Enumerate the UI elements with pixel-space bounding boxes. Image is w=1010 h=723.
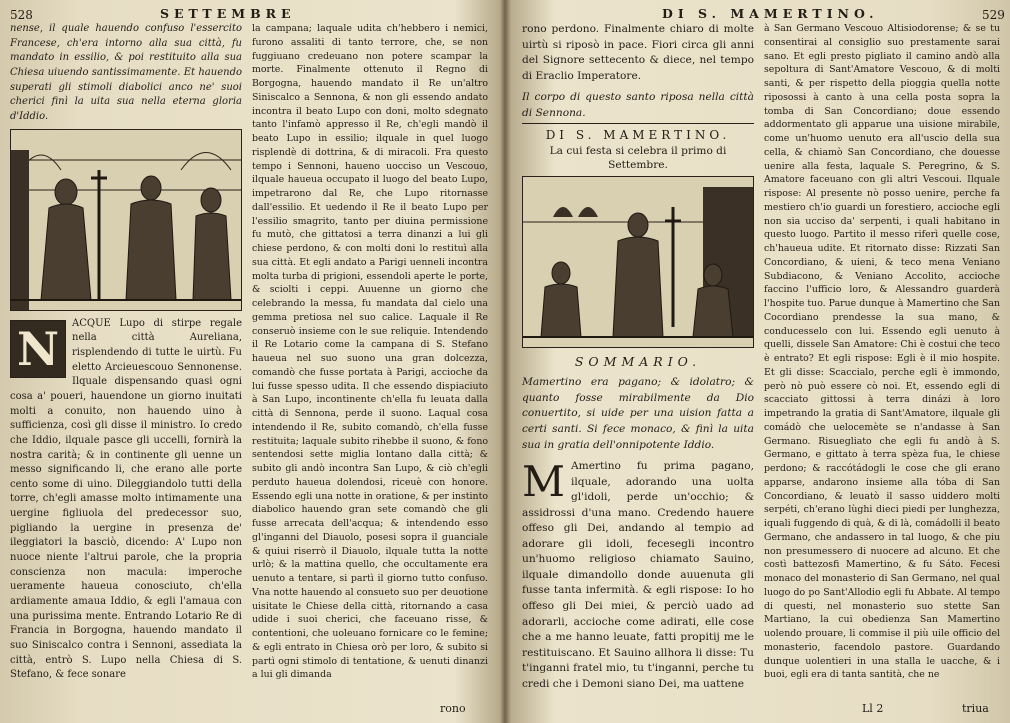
vita-text: Amertino fu prima pagano, ilquale, adorando una uolta gl'idoli, perde un'occhio; & assidrossi d'una mano. Credendo hauere offeso gli Dei, andando al tempio ad adorare gli idoli, fecesegli incontro un'huomo religioso chiamato Sauino, ilquale dimandollo donde auuenuta gli fusse tanta infermità. & egli rispose: Io ho offeso gli Dei miei, & perciò uado ad adorarli, accioche come adirati, elle cose che a me hanno leuate, fatti propitij me le restituiscano. Et Sauino allhora li disse: Tu t'inganni fratel mio, tu t'inganni, perche tu credi che i Demoni siano Dei, ma uattene xyxy=(522,460,754,690)
left-column-2 xyxy=(252,22,488,682)
catchword: rono xyxy=(440,702,466,715)
vita-text: ACQUE Lupo di stirpe regale nella città Aureliana, risplendendo di tutte le uirtù. Fu eletto Arcieuescouo Sennonense. Ilquale dispensando quasi ogni cosa a' poueri, hauendone un giorno inuitati molti a conuito, non hauendo uino à sufficienza, così gli disse il ministro. Io credo che Iddio, ilquale pasce gli uccelli, fornirà la nostra carità; & in continente gli uenne un messo significando li, che erano alle porte cento some di uino. Dileggiandolo tutti della torre, ch'egli amasse molto intimamente una uergine figliuola del predecessor suo, pigliando la uergine in presenza de' ileggiatori la basciò, dicendo: A' Lupo non nuoce niente l'altrui parole, che la propria conscienza non macula: imperoche ueramente haueua conosciuto, ch'ella ardiamente amaua Iddio, & egli l'amaua con una purissima mente. Entrando Lotario Re di Francia in Borgogna, hauendo mandato il suo Siniscalco contra i Sennoni, assediata la città, entrò S. Lupo nella Chiesa di S. Stefano, & fece sonare xyxy=(10,317,242,681)
page-number: 528 xyxy=(10,8,33,22)
divider xyxy=(522,123,754,124)
woodcut-illustration xyxy=(10,129,242,311)
woodcut-mamertino-icon xyxy=(523,177,753,347)
right-page xyxy=(512,0,1010,723)
summary-text: Mamertino era pagano; & idolatro; & quanto fosse mirabilmente da Dio conuertito, si uide per una uision fatta a certi santi. Si fece monaco, & finì la uita sua in gratia dell'onnipotente Iddio. xyxy=(522,376,754,451)
running-head: DI S. MAMERTINO. xyxy=(662,6,879,21)
right-column-2 xyxy=(764,22,1000,682)
page-number: 529 xyxy=(982,8,1005,22)
vita-continued: à San Germano Vescouo Altisiodorense; & se tu consentirai al consiglio suo prestamente sarai sano. Et egli presto pigliato il camino andò alla sepoltura di Sant'Amatore Vescouo, & di molti santi, & per rispetto della pioggia quella notte riposossi à canto à una cella posta sopra la tomba di San Concordiano; doue essendo addormentato gli apparue una uisione mirabile, come un'huomo uenuto era all'uscio della sua cella, & chiamò San Concordiano, che douesse uenire alla festa, laquale S. Peregrino, & S. Amatore faceuano con gli altri Vescoui. Ilquale rispose: Al presente nò posso uenire, perche fa mestiero ch'io guardi un forestiero, accioche egli non sia ucciso da' serpenti, i quali habitano in questo luogo. Partito il messo riferì quelle cose, ch'haueua udite. Et ritornato disse: Rizzati San Concordiano, & uieni, & teco mena Veniano Subdiacono, & Veniano Accolito, accioche faccino l'ufficio loro, & Alessandro guarderà l'hospite tuo. Parue dunque à Mamertino che San Cocordiano prendesse la sua mano, & conducesselo con lui. Essendo egli uenuto à quelli, dissele San Amatore: Chi è costui che teco è entrato? Et egli rispose: Egli è il mio hospite. Et gli disse: Scaccialo, perche egli è immondo, però nò può essere cò noi. Et, essendo egli di scacciato gittossi à terra dinázi à loro impetrando la gratia di Sant'Amatore, ilquale gli comádò che uelocemète se n'andasse à San Germano. Risuegliato che egli fu andò à S. Germano, e gittato à terra spèza fua, le chiese perdono; & raccótádogli le cose che gli erano apparse, andarono insieme alla tóba di San Concordiano, & leuatò il sasso uiddero molti serpéti, ch'erano lùghi dieci piedi per lunghezza, iquali fuggendo di quà, & di là, comádolli il beato Germano, che andassero in tal luogo, & che piu non presumessero di nuocere ad alcuno. Et che costì battezosfi Mamertino, & fu Sáto. Fecesi monaco del monasterio di San Germano, nel qual luogo do po Sant'Allodio egli fu Abbate. Al tempo di questi, nel monasterio suo stette San Martiano, la cui obedienza San Mamertino uolendo prouare, li commise il più uile officio del monasterio, facendolo pastore. Guardando dunque uolentieri in una stalla le uacche, & i buoi, egli era di tanta santità, che ne xyxy=(764,23,1000,681)
right-column-1 xyxy=(522,22,754,692)
vita-paragraph xyxy=(522,459,754,692)
drop-cap: N xyxy=(10,320,66,378)
woodcut-illustration xyxy=(522,176,754,348)
left-page xyxy=(0,0,498,723)
section-title: DI S. MAMERTINO. xyxy=(545,128,731,143)
burial-note: Il corpo di questo santo riposa nella città di Sennona. xyxy=(522,91,754,119)
lupo-ending: rono perdono. Finalmente chiaro di molte uirtù si riposò in pace. Fiori circa gli anni del Signore settecento & diece, nel tempo di Eraclio Imperatore. xyxy=(522,23,754,82)
drop-cap: M xyxy=(522,457,566,507)
woodcut-saints-icon xyxy=(11,130,241,310)
vita-continued: la campana; laquale udita ch'hebbero i nemici, furono assaliti di tanto terrore, che, se non fuggiuano credeuano non potere scampar la morte. Finalmente ottenuto il Regno di Borgogna, hauendo mandato il Re un'altro Siniscalco a Sennona, & non gli essendo andato incontra il beato Lupo con doni, molto sdegnato tanto l'infamò appresso il Re, ch'egli mandò il beato Lupo in essilio; ilquale in quel luogo risplendè di dottrina, & di miracoli. Fra questo tempo i Sennoni, haueno uocciso un Vescouo, ilquale haueua occupato il luogo del beato Lupo, impetrarono dal Re, che Lupo ritornasse dall'essilio. Et uedendo il Re il beato Lupo per l'essilio smagrito, tanto per diuina permissione fu mutò, che gittatosi a terra dinanzi a lui gli chiese perdono, & con molti doni lo restituì alla sua città. Et egli andato a Parigi uenneli incontra molta turba di prigioni, essendoli aperte le porte, & sciolti i ceppi. Auuenne un giorno che celebrando la messa, fu mandata dal cielo una gemma pretiosa nel suo calice. Laquale il Re conseruò insieme con le sue reliquie. Intendendo il Re Lotario come la campana di S. Stefano haueua nel suo suono una gran dolcezza, comandò che fusse portata à Parigi, accioche da lui fusse spesso udita. Il che essendo dispiaciuto à San Lupo, incontinente ch'ella fu leuata dalla città di Sennona, perde il suono. Laqual cosa intendendo il Re, subito comandò, ch'ella fusse restituita; laquale subito rihebbe il suono, & fono sentendosi sette miglia lontano dalla città; & subito gli andò incontra San Lupo, & ciò ch'egli perduto haueua dolendosi, riceuè con honore. Essendo egli una notte in oratione, & per instinto diabolico hauendo gran sete comandò che gli fusse arrecata dell'acqua; & intendendo esso gl'inganni del Diauolo, posesi sopra il guanciale & quiui riserrò il Diauolo, ilquale tutta la notte urlò; & la mattina quello, che occultamente era uenuto a tentare, si partì il giorno tutto confuso. Vna notte hauendo al consueto suo per deuotione uisitate le Chiese della città, ritornando a casa udide i suoi cherici, che faceuano risse, & contentioni, che uoleuano fornicare co le femine; & egli entrato in Chiesa orò per loro, & subito si partì ogni stimolo di tentatione, & uenuti dinanzi a lui gli dimanda xyxy=(252,23,489,681)
running-head: SETTEMBRE xyxy=(160,6,296,21)
left-column-1 xyxy=(10,22,242,683)
intro-paragraph: nense, il quale hauendo confuso l'essercito Francese, ch'era intorno alla sua città, fu mandato in essilio, & poi restituito alla sua Chiesa uiuendo santissimamente. Et hauendo superati gli stimoli diabolici anco ne' suoi cherici finì la uita sua nella eterna gloria d'Iddio. xyxy=(10,23,242,122)
vita-paragraph xyxy=(10,317,242,683)
summary-title: SOMMARIO. xyxy=(574,353,702,369)
feast-line: La cui festa si celebra il primo di Settembre. xyxy=(549,144,727,171)
signature-mark: Ll 2 xyxy=(862,702,884,715)
catchword: triua xyxy=(962,702,989,715)
